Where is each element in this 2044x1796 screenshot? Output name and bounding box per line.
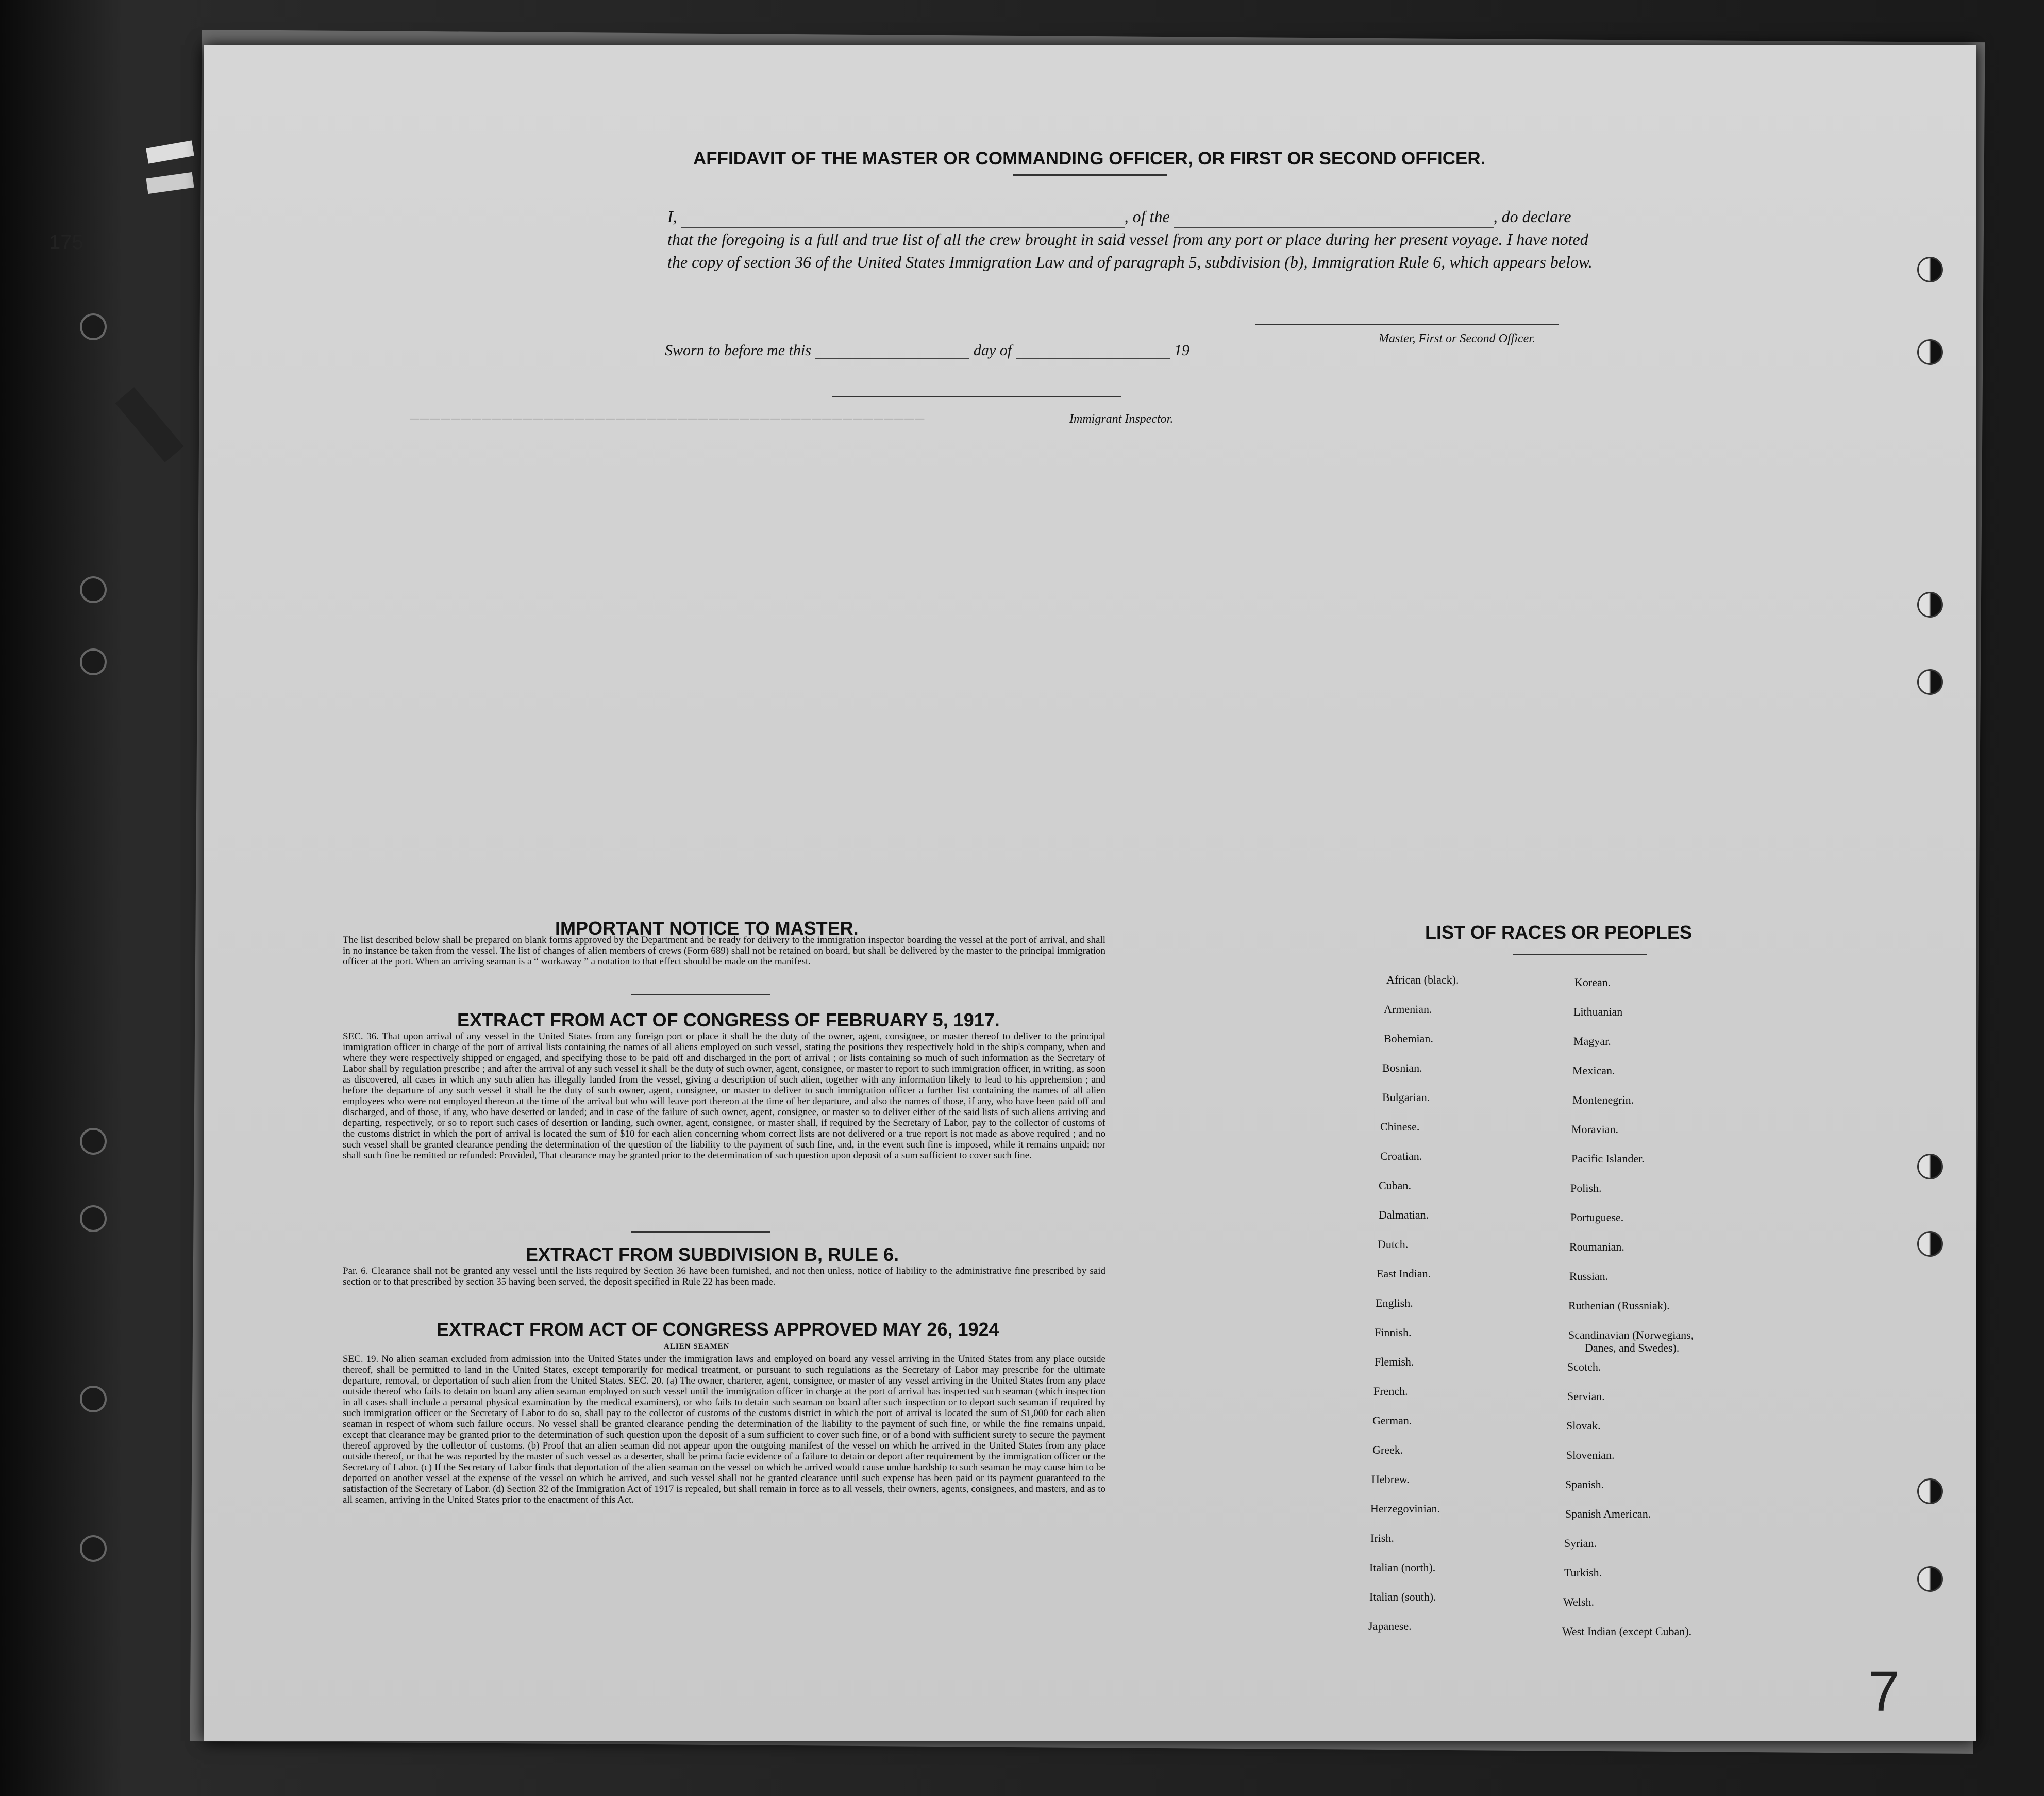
page-number-mark: 175 — [49, 231, 83, 254]
rule-6-text: Par. 6. Clearance shall not be granted any vessel until the lists required by Section 36 have been furnished, and not then unless, notice of liability to the administrative fine prescribed by said section or to that prescribed by section 35 having been served, the deposit specified in Rule 22 has been made. — [343, 1266, 1105, 1287]
race-item: Turkish. — [1564, 1566, 1602, 1579]
race-item: German. — [1372, 1414, 1412, 1427]
race-item: Italian (north). — [1369, 1561, 1436, 1574]
race-item: Japanese. — [1368, 1620, 1412, 1633]
punch-hole — [1917, 592, 1943, 618]
bleed-through: ────────────────────────────────────────────────── — [410, 411, 926, 429]
notice-title: IMPORTANT NOTICE TO MASTER. — [555, 918, 859, 939]
divider — [631, 994, 770, 995]
extract-1917-text: SEC. 36. That upon arrival of any vessel in the United States from any foreign port or place it shall be the duty of the owner, agent, consignee, or master thereof to deliver to the principal immigration officer in charge of the port of arrival lists containing the names of all aliens employed on such vessel, stating the positions they respectively hold in the ship's company, when and where they were respectively shipped or engaged, and specifying those to be paid off and discharged in the port of arrival ; or lists containing so much of such information as the Secretary of Labor shall by regulation prescribe ; and after the arrival of any such vessel it shall be the duty of such owner, agent, consignee, or master to report to such immigration officer, in writing, as soon as discovered, all cases in which any such alien has illegally landed from the vessel, giving a description of such alien, together with any information likely to lead to his apprehension ; and before the departure of any such vessel it shall be the duty of such owner, agent, consignee, or master to deliver to such immigration officer a further list containing the names of all alien employees who were not employed thereon at the time of the arrival but who will leave port thereon at the time of her departure, and also the names of those, if any, who have been paid off and discharged, and of those, if any, who have deserted or landed; and in case of the failure of such owner, agent, consignee, or master so to deliver either of the said lists of such aliens arriving and departing, respectively, or so to report such cases of desertion or landing, such owner, agent, consignee, or master shall, if required by the Secretary of Labor, pay to the collector of customs of the customs district in which the port of arrival is located the sum of $10 for each alien concerning whom correct lists are not delivered or a true report is not made as above required ; and no such vessel shall be granted clearance pending the determination of the question of the liability to the payment of such fine, and, in the event such fine is imposed, while it remains unpaid; nor shall such fine be remitted or refunded: Provided, That clearance may be granted prior to the determination of such question upon deposit of a sum sufficient to cover such fine. — [343, 1031, 1105, 1161]
race-item: Bulgarian. — [1382, 1091, 1430, 1104]
rule-6-title: EXTRACT FROM SUBDIVISION B, RULE 6. — [526, 1244, 899, 1265]
race-item: East Indian. — [1377, 1267, 1431, 1280]
punch-hole — [1917, 669, 1943, 695]
punch-hole — [1917, 339, 1943, 365]
race-item: Flemish. — [1375, 1355, 1414, 1368]
punch-hole — [80, 1205, 107, 1232]
race-item: Armenian. — [1384, 1003, 1432, 1016]
affidavit-body: that the foregoing is a full and true list of all the crew brought in said vessel from any port or place during her present voyage. I have noted the copy of section 36 of the United States Immigration Law and of paragraph 5, subdivision (b), Immigration Rule 6, which appears below. — [667, 230, 1593, 271]
inspector-label: Immigrant Inspector. — [1069, 412, 1174, 426]
day-of-text: day of — [973, 342, 1012, 359]
punch-hole — [80, 648, 107, 675]
race-item: Korean. — [1574, 976, 1611, 989]
extract-1917-title: EXTRACT FROM ACT OF CONGRESS OF FEBRUARY 5, 1917. — [457, 1009, 1000, 1030]
punch-hole — [80, 1128, 107, 1155]
race-item: Dalmatian. — [1379, 1208, 1429, 1221]
race-item: Moravian. — [1571, 1123, 1619, 1136]
affidavit-title: AFFIDAVIT OF THE MASTER OR COMMANDING OFFICER, OR FIRST OR SECOND OFFICER. — [693, 148, 1486, 169]
divider — [631, 1231, 770, 1233]
race-item: Dutch. — [1378, 1238, 1409, 1251]
punch-hole — [1917, 1478, 1943, 1504]
extract-1924-text: SEC. 19. No alien seaman excluded from admission into the United States under the immigration laws and employed on board any vessel arriving in the United States from any place outside thereof, shall be permitted to land in the United States, except temporarily for medical treatment, or pursuant to such regulations as the Secretary of Labor may prescribe for the ultimate departure, removal, or deportation of such alien from the United States. SEC. 20. (a) The owner, charterer, agent, consignee, or master of any vessel arriving in the United States from any place outside thereof who fails to detain on board any alien seaman employed on such vessel until the immigration officer in charge at the port of arrival has inspected such seaman (which inspection in all cases shall include a personal physical examination by the medical examiners), or who fails to detain such seaman on board after such inspection or to deport such seaman if required by such immigration officer or the Secretary of Labor to do so, shall pay to the collector of customs of the customs district in which the port of arrival is located the sum of $1,000 for each alien seaman in respect of whom such failure occurs. No vessel shall be granted clearance pending the determination of the liability to the payment of such fine, or while the fine remains unpaid, except that clearance may be granted prior to the determination of such question upon the deposit of a sum sufficient to cover such fine, or of a bond with sufficient surety to secure the payment thereof approved by the collector of customs. (b) Proof that an alien seaman did not appear upon the outgoing manifest of the vessel on which he arrived in the United States from any place outside thereof, or that he was reported by the master of such vessel as a deserter, shall be prima facie evidence of a failure to detain or deport after requirement by the immigration officer or the Secretary of Labor. (c) If the Secretary of Labor finds that deportation of the alien seaman on the vessel on which he arrived would cause undue hardship to such seaman he may cause him to be deported on another vessel at the expense of the vessel on which he arrived, and such vessel shall not be granted clearance until such expense has been paid or its payment guaranteed to the satisfaction of the Secretary of Labor. (d) Section 32 of the Immigration Act of 1917 is repealed, but shall remain in force as to all vessels, their owners, agents, consignees, and masters, and as to all seamen, arriving in the United States prior to the enactment of this Act. — [343, 1354, 1105, 1505]
punch-hole — [1917, 257, 1943, 282]
inspector-signature-line — [832, 396, 1121, 397]
year-text: 19 — [1174, 342, 1190, 359]
punch-hole — [80, 576, 107, 603]
race-item: Russian. — [1569, 1270, 1609, 1283]
race-item: Irish. — [1370, 1532, 1394, 1544]
master-signature-label: Master, First or Second Officer. — [1379, 332, 1535, 345]
race-item: Hebrew. — [1371, 1473, 1410, 1486]
affidavit-first-line — [667, 205, 1595, 228]
race-item: Syrian. — [1564, 1537, 1597, 1550]
race-item: Lithuanian — [1573, 1005, 1623, 1018]
punch-hole — [1917, 1154, 1943, 1179]
race-item: Ruthenian (Russniak). — [1568, 1299, 1670, 1312]
race-item: Spanish. — [1565, 1478, 1604, 1491]
race-item: French. — [1373, 1385, 1408, 1398]
race-item: Montenegrin. — [1572, 1093, 1634, 1106]
name-blank — [681, 211, 1125, 228]
race-item: Danes, and Swedes). — [1585, 1341, 1680, 1354]
race-item: Polish. — [1570, 1182, 1602, 1194]
race-item: Italian (south). — [1369, 1590, 1436, 1603]
race-item: Bohemian. — [1384, 1032, 1433, 1045]
extract-1924-title: EXTRACT FROM ACT OF CONGRESS APPROVED MAY 26, 1924 — [437, 1319, 999, 1340]
race-item: Spanish American. — [1565, 1507, 1651, 1520]
races-title: LIST OF RACES OR PEOPLES — [1425, 922, 1693, 943]
divider — [1013, 174, 1167, 176]
race-item: Pacific Islander. — [1571, 1152, 1645, 1165]
sworn-label — [665, 342, 1189, 359]
race-item: Servian. — [1567, 1390, 1605, 1403]
race-item: Magyar. — [1573, 1035, 1611, 1047]
race-item: African (black). — [1386, 973, 1459, 986]
race-item: Mexican. — [1572, 1064, 1615, 1077]
race-item: Herzegovinian. — [1370, 1502, 1440, 1515]
label-of-the: , of the — [1124, 207, 1170, 226]
race-item: Greek. — [1372, 1443, 1403, 1456]
race-item: Finnish. — [1375, 1326, 1412, 1339]
race-item: Chinese. — [1380, 1120, 1420, 1133]
sworn-text: Sworn to before me this — [665, 342, 811, 359]
race-item: Slovenian. — [1566, 1449, 1615, 1461]
signature-line — [1255, 324, 1559, 325]
race-item: West Indian (except Cuban). — [1562, 1625, 1692, 1638]
vessel-blank — [1174, 211, 1494, 228]
punch-hole — [1917, 1231, 1943, 1257]
label-i: I, — [667, 207, 677, 226]
race-item: Cuban. — [1379, 1179, 1411, 1192]
race-item: Scotch. — [1567, 1360, 1601, 1373]
punch-hole — [80, 1535, 107, 1562]
punch-hole — [80, 1386, 107, 1412]
race-item: Roumanian. — [1569, 1240, 1624, 1253]
race-item: Portuguese. — [1570, 1211, 1624, 1224]
corner-mark: 7 — [1868, 1660, 1900, 1723]
punch-hole — [1917, 1566, 1943, 1592]
notice-text: The list described below shall be prepared on blank forms approved by the Department and be ready for delivery to the immigration inspector boarding the vessel at the port of arrival, and shall in no instance be taken from the vessel. The list of changes of alien members of crews (Form 689) shall not be retained on board, but shall be delivered by the master to the principal immigration officer at the port. When an arriving seaman is a “ workaway ” a notation to that effect should be made on the manifest. — [343, 935, 1105, 967]
divider — [1513, 954, 1647, 955]
label-do-declare: , do declare — [1493, 207, 1571, 226]
affidavit-statement — [667, 205, 1595, 273]
extract-1924-subtitle: ALIEN SEAMEN — [664, 1342, 730, 1351]
race-item: Slovak. — [1566, 1419, 1601, 1432]
document-page — [49, 45, 1976, 1741]
race-item: Croatian. — [1380, 1150, 1422, 1162]
race-item: English. — [1376, 1296, 1413, 1309]
race-item: Welsh. — [1563, 1595, 1594, 1608]
punch-hole — [80, 313, 107, 340]
race-item: Bosnian. — [1382, 1061, 1422, 1074]
race-item: Scandinavian (Norwegians, — [1568, 1328, 1694, 1341]
